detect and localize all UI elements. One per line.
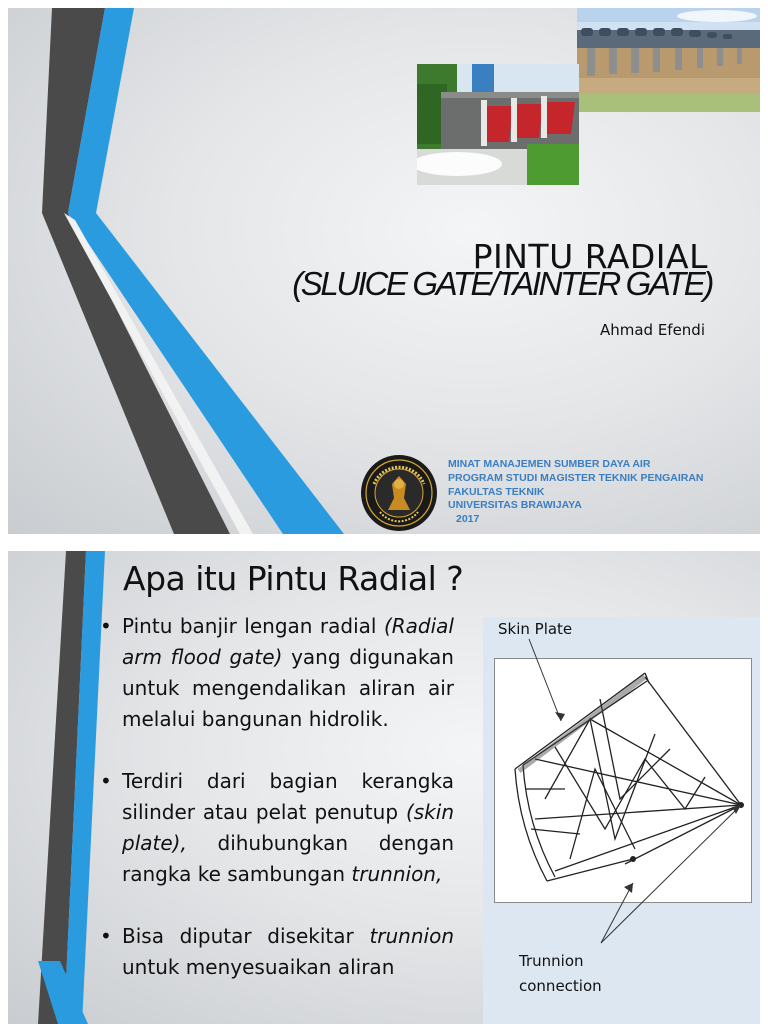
- bullet-item: [100, 921, 454, 983]
- organization-block: [448, 458, 704, 527]
- skin-plate-label: Skin Plate: [498, 620, 573, 638]
- bullet-text: Bisa diputar disekitar: [122, 924, 370, 948]
- bullet-italic-text: (skin plate),: [122, 800, 454, 855]
- bullet-text: dihubungkan dengan rangka ke sambungan: [122, 831, 454, 886]
- bullet-text: untuk menyesuaikan aliran: [122, 955, 395, 979]
- bullet-item: [100, 611, 454, 735]
- connection-label: connection: [519, 977, 602, 995]
- slide-subtitle: (SLUICE GATE/TAINTER GATE): [292, 265, 712, 302]
- content-slide: [8, 551, 760, 1024]
- trunnion-label: Trunnion: [519, 952, 584, 970]
- bullet-italic-text: (Radial arm flood gate): [122, 614, 454, 669]
- bullet-text: yang digunakan untuk mengendalikan aliran air melalui bangunan hidrolik.: [122, 645, 454, 731]
- slide-title: PINTU RADIAL: [472, 237, 708, 277]
- bullet-text: Terdiri dari bagian kerangka silinder atau pelat penutup: [122, 769, 454, 824]
- bullet-italic-text: trunnion: [369, 924, 454, 948]
- org-line: PROGRAM STUDI MAGISTER TEKNIK PENGAIRAN: [448, 471, 704, 484]
- author-name: Ahmad Efendi: [599, 321, 705, 339]
- university-seal-logo: [360, 454, 438, 532]
- org-line: UNIVERSITAS BRAWIJAYA: [448, 499, 582, 512]
- org-year: 2017: [456, 513, 480, 526]
- bullet-italic-text: trunnion,: [351, 862, 443, 886]
- org-line: FAKULTAS TEKNIK: [448, 485, 545, 498]
- radial-gate-photo: [417, 64, 579, 185]
- title-slide: [8, 8, 760, 534]
- bullet-list: [100, 611, 454, 1014]
- org-line: MINAT MANAJEMEN SUMBER DAYA AIR: [448, 458, 651, 470]
- gate-diagram-figure: [483, 617, 760, 1024]
- bullet-text: Pintu banjir lengan radial: [122, 614, 384, 638]
- bullet-item: [100, 766, 454, 890]
- slide-heading: Apa itu Pintu Radial ?: [123, 559, 464, 598]
- dam-photo: [577, 8, 760, 112]
